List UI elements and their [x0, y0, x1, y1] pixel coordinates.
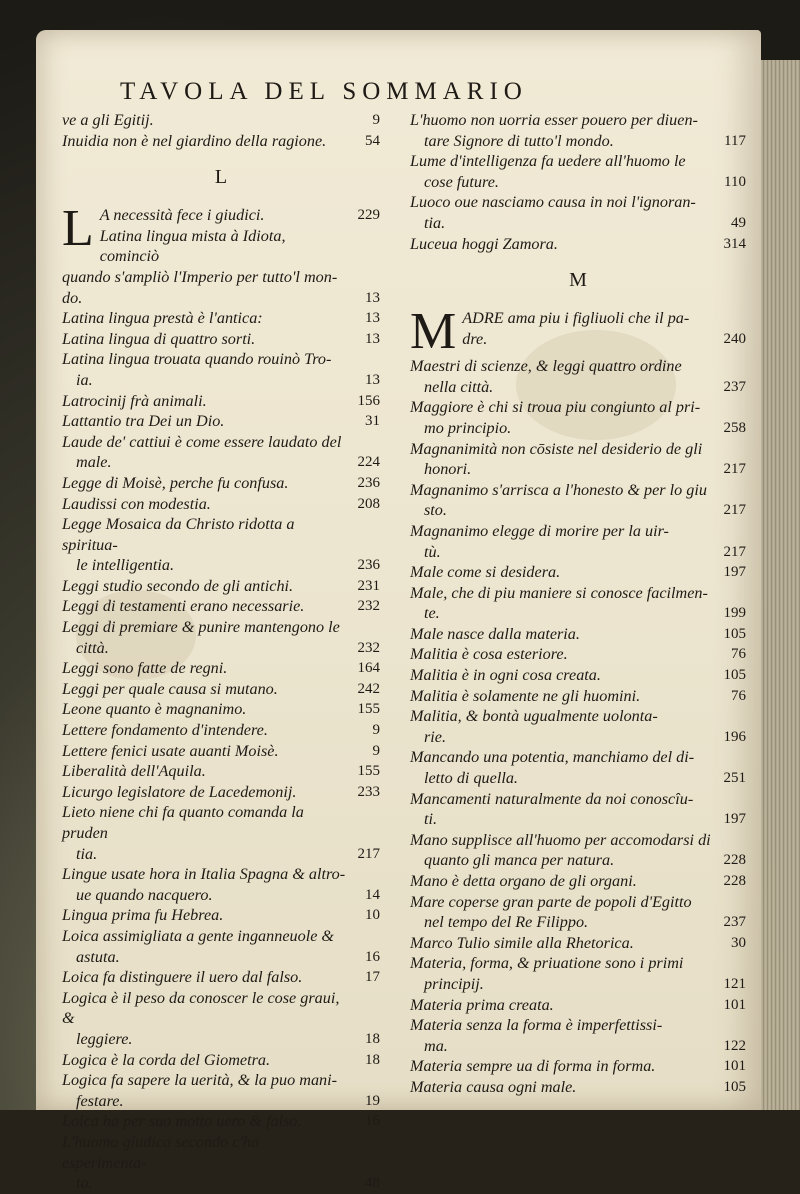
- page-number: 155: [357, 763, 380, 780]
- index-entry: [62, 782, 380, 803]
- page-number: 16: [365, 1113, 380, 1130]
- index-entry: [62, 329, 380, 350]
- entry-text: Legge Mosaica da Christo ridotta a spiritua- le intelligentia.: [62, 514, 346, 576]
- page-number: 196: [723, 728, 746, 745]
- entry-text: Mancando una potentia, manchiamo del di- letto di quella.: [410, 747, 712, 788]
- index-entry: [410, 830, 746, 871]
- page-header: TAVOLA DEL SOMMARIO: [120, 78, 528, 105]
- index-entry: [410, 789, 746, 830]
- entry-text: Loica assimigliata a gente inganneuole & astuta.: [62, 926, 346, 967]
- index-entry: [62, 864, 380, 905]
- page-number: 13: [365, 310, 380, 327]
- page-number: 232: [357, 598, 380, 615]
- entry-continuation: nel tempo del Re Filippo.: [424, 913, 589, 932]
- entry-text: Lingue usate hora in Italia Spagna & altro- ue quando nacquero.: [62, 865, 346, 904]
- entry-continuation: tia.: [76, 844, 98, 863]
- page-number: 240: [723, 330, 746, 347]
- page-number: 199: [723, 605, 746, 622]
- entry-continuation: leggiere.: [76, 1029, 133, 1048]
- page-number: 31: [365, 413, 380, 430]
- dropcap-line: [410, 308, 712, 329]
- index-entry: [410, 1056, 746, 1077]
- dropcap-entry: [62, 200, 380, 308]
- index-entry: [62, 391, 380, 412]
- entry-text: Laude de' cattiui è come essere laudato del male.: [62, 432, 346, 473]
- entry-text: Liberalità dell'Aquila.: [62, 762, 206, 781]
- entry-continuation: mo principio.: [424, 418, 512, 437]
- entry-text: L'huomo non uorria esser pouero per diuen- tare Signore di tutto'l mondo.: [410, 110, 712, 151]
- page-number: 19: [365, 1092, 380, 1109]
- entry-text: Lettere fondamento d'intendere.: [62, 721, 268, 740]
- dropcap-line: [62, 226, 346, 267]
- entry-continuation: rie.: [424, 727, 447, 746]
- page-number: 9: [372, 112, 380, 128]
- entry-text: Malitia è solamente ne gli huomini.: [410, 686, 641, 705]
- index-entry: [410, 480, 746, 521]
- page-number: 18: [365, 1030, 380, 1047]
- page-number: 13: [365, 371, 380, 388]
- entry-text: Lattantio tra Dei un Dio.: [62, 412, 225, 431]
- entry-continuation: te.: [424, 604, 440, 623]
- index-entry: [62, 494, 380, 515]
- page-number: 236: [357, 474, 380, 491]
- dropcap-line: [410, 329, 746, 350]
- page-number: 101: [723, 1058, 746, 1075]
- page-number: 197: [723, 564, 746, 581]
- entry-text: Latina lingua trouata quando rouinò Tro- ia.: [62, 349, 346, 390]
- entry-continuation: quanto gli manca per natura.: [424, 851, 615, 870]
- section-letter: L: [214, 166, 228, 189]
- entry-continuation: ia.: [76, 370, 93, 389]
- page-number: 314: [723, 235, 746, 252]
- entry-text: Latina lingua prestà è l'antica:: [62, 309, 263, 328]
- page-number: 197: [723, 811, 746, 828]
- page-number: 228: [723, 873, 746, 889]
- index-column-left: [62, 110, 380, 1194]
- page-edges: [760, 60, 800, 1110]
- entry-text: Malitia, & bontà ugualmente uolonta- rie.: [410, 706, 712, 747]
- entry-text: Leggi per quale causa si mutano.: [62, 679, 278, 698]
- entry-text: Latrocinij frà animali.: [62, 391, 207, 410]
- index-entry: [410, 892, 746, 933]
- entry-text: Inuidia non è nel giardino della ragione.: [62, 131, 327, 150]
- entry-continuation: tù.: [424, 542, 441, 561]
- entry-text: Leggi sono fatte de regni.: [62, 659, 228, 678]
- page-number: 251: [723, 770, 746, 787]
- entry-text: Logica è il peso da conoscer le cose graui, & leggiere.: [62, 988, 346, 1050]
- index-entry: [62, 761, 380, 782]
- index-entry: [62, 349, 380, 390]
- page-number: 121: [723, 975, 746, 992]
- entry-continuation: male.: [76, 453, 112, 472]
- entry-text: Materia prima creata.: [410, 995, 554, 1014]
- index-column-right: [410, 110, 746, 1098]
- entry-continuation: cose future.: [424, 172, 499, 191]
- page-number: 13: [365, 330, 380, 347]
- page-number: 233: [357, 783, 380, 800]
- page-number: 231: [357, 577, 380, 594]
- index-entry: [410, 995, 746, 1016]
- entry-text: Mancamenti naturalmente da noi conoscîu- ti.: [410, 789, 712, 830]
- index-entry: [410, 747, 746, 788]
- page-number: 228: [723, 852, 746, 869]
- entry-continuation: principij.: [424, 974, 484, 993]
- index-entry: [62, 988, 380, 1050]
- entry-continuation: festare.: [76, 1091, 124, 1110]
- index-entry: [410, 686, 746, 707]
- page-number: 224: [357, 454, 380, 471]
- index-entry: [62, 308, 380, 329]
- index-entry: [62, 741, 380, 762]
- index-entry: [62, 596, 380, 617]
- index-entry: [410, 562, 746, 583]
- entry-text: L'huomo giudica secondo c'ha esperimenta- to.: [62, 1132, 346, 1194]
- index-entry: [410, 644, 746, 665]
- page-number: 49: [731, 214, 746, 231]
- index-entry: [62, 699, 380, 720]
- entry-text: quando s'ampliò l'Imperio per tutto'l mon-: [62, 267, 338, 286]
- page-number: 217: [723, 461, 746, 478]
- index-entry: [62, 432, 380, 473]
- section-letter: M: [569, 269, 587, 292]
- page-number: 14: [365, 886, 380, 903]
- page-number: 208: [357, 495, 380, 512]
- entry-text: Magnanimo s'arrisca a l'honesto & per lo giu sto.: [410, 480, 712, 521]
- page-number: 110: [724, 173, 746, 190]
- entry-text: Logica è la corda del Giometra.: [62, 1050, 271, 1069]
- page-number: 54: [365, 132, 380, 149]
- page-number: 217: [357, 845, 380, 862]
- entry-text: Magnanimo elegge di morire per la uir- tù.: [410, 521, 712, 562]
- index-entry: [410, 624, 746, 645]
- index-entry: [410, 665, 746, 686]
- entry-text: Magnanimità non cōsiste nel desiderio de gli honori.: [410, 439, 712, 480]
- page-number: 258: [723, 419, 746, 436]
- entry-text: Luoco oue nasciamo causa in noi l'ignoran- tia.: [410, 192, 712, 233]
- entry-text: Loica fa distinguere il uero dal falso.: [62, 968, 303, 987]
- entry-text: A necessità fece i giudici.: [99, 206, 265, 225]
- index-entry: [410, 151, 746, 192]
- entry-text: Lingua prima fu Hebrea.: [62, 906, 224, 925]
- page-number: 105: [723, 625, 746, 642]
- dropcap-line: [62, 205, 380, 226]
- entry-text: Malitia è in ogni cosa creata.: [410, 666, 601, 685]
- entry-continuation: letto di quella.: [424, 769, 518, 788]
- entry-text: Leggi di premiare & punire mantengono le città.: [62, 617, 346, 658]
- entry-text: Licurgo legislatore de Lacedemonij.: [62, 782, 297, 801]
- entry-text: Logica fa sapere la uerità, & la puo mani- festare.: [62, 1070, 346, 1111]
- entry-text: Maggiore è chi si troua piu congiunto al pri- mo principio.: [410, 397, 712, 438]
- page-number: 232: [357, 639, 380, 656]
- entry-text: Mare coperse gran parte de popoli d'Egitto nel tempo del Re Filippo.: [410, 892, 712, 933]
- entry-text: Lieto niene chi fa quanto comanda la pruden tia.: [62, 802, 346, 864]
- page-number: 30: [731, 934, 746, 951]
- page-number: 237: [723, 914, 746, 931]
- page-number: 76: [731, 687, 746, 704]
- page-number: 13: [365, 289, 380, 306]
- page-number: 229: [357, 207, 380, 224]
- index-entry: [62, 679, 380, 700]
- index-entry: [62, 131, 380, 152]
- index-entry: [410, 397, 746, 438]
- entry-text: Male, che di piu maniere si conosce facilmen- te.: [410, 583, 712, 624]
- page-number: 156: [357, 392, 380, 409]
- entry-continuation: astuta.: [76, 947, 120, 966]
- entry-text: ADRE ama piu i figliuoli che il pa-: [462, 309, 690, 328]
- index-entry: [62, 926, 380, 967]
- page-number: 76: [731, 646, 746, 663]
- index-entry: [410, 871, 746, 892]
- index-entry: [62, 1111, 380, 1132]
- index-entry: [410, 583, 746, 624]
- entry-text: Leone quanto è magnanimo.: [62, 700, 247, 719]
- page-number: 10: [365, 907, 380, 924]
- page-number: 105: [723, 1078, 746, 1095]
- entry-continuation: to.: [76, 1174, 93, 1193]
- index-entry: [62, 1050, 380, 1071]
- index-entry: [62, 802, 380, 864]
- page-number: 105: [723, 667, 746, 684]
- entry-text: dre.: [462, 329, 488, 348]
- entry-continuation: ue quando nacquero.: [76, 885, 213, 904]
- page-number: 16: [365, 948, 380, 965]
- entry-text: Luceua hoggi Zamora.: [410, 234, 558, 253]
- page-number: 236: [357, 557, 380, 574]
- drop-cap: M: [410, 303, 457, 361]
- page-number: 9: [372, 722, 380, 739]
- entry-continuation: tia.: [424, 213, 446, 232]
- index-entry: [62, 617, 380, 658]
- page-number: 18: [365, 1051, 380, 1068]
- page-number: 155: [357, 701, 380, 718]
- entry-text: Latina lingua mista à Idiota, cominciò: [99, 226, 286, 266]
- index-entry: [410, 933, 746, 954]
- entry-text: Legge di Moisè, perche fu confusa.: [62, 473, 289, 492]
- page-number: 9: [372, 742, 380, 759]
- entry-text: Lume d'intelligenza fa uedere all'huomo le cose future.: [410, 151, 712, 192]
- index-entry: [62, 720, 380, 741]
- index-entry: [410, 192, 746, 233]
- page-number: 217: [723, 502, 746, 519]
- entry-text: Mano è detta organo de gli organi.: [410, 872, 637, 890]
- entry-text: ve a gli Egitij.: [62, 111, 154, 129]
- index-entry: [410, 356, 746, 397]
- index-entry: [62, 1070, 380, 1111]
- index-entry: [62, 411, 380, 432]
- index-entry: [410, 1015, 746, 1056]
- index-entry: [62, 967, 380, 988]
- entry-text: Materia senza la forma è imperfettissi- ma.: [410, 1015, 712, 1056]
- entry-text: Leggi di testamenti erano necessarie.: [62, 597, 305, 616]
- page-number: 237: [723, 378, 746, 395]
- entry-continuation: ti.: [424, 810, 438, 829]
- entry-text: Male nasce dalla materia.: [410, 624, 580, 643]
- dropcap-line: [62, 288, 380, 309]
- index-entry: [410, 234, 746, 255]
- entry-text: Lettere fenici usate auanti Moisè.: [62, 741, 279, 760]
- index-entry: [62, 576, 380, 597]
- index-entry: [410, 953, 746, 994]
- entry-text: Laudissi con modestia.: [62, 494, 211, 513]
- index-entry: [62, 658, 380, 679]
- index-entry: [62, 110, 380, 131]
- index-entry: [62, 1132, 380, 1194]
- entry-text: Maestri di scienze, & leggi quattro ordine nella città.: [410, 356, 712, 397]
- page-number: 17: [365, 969, 380, 986]
- page-number: 122: [723, 1037, 746, 1054]
- page-number: 117: [724, 132, 746, 149]
- index-entry: [410, 110, 746, 151]
- entry-text: Loica ha per suo motto uero & falso.: [62, 1112, 302, 1131]
- entry-text: do.: [62, 288, 83, 307]
- index-entry: [62, 514, 380, 576]
- entry-text: Mano supplisce all'huomo per accomodarsi di quanto gli manca per natura.: [410, 830, 711, 870]
- entry-continuation: honori.: [424, 460, 472, 479]
- entry-text: Marco Tulio simile alla Rhetorica.: [410, 933, 634, 952]
- entry-continuation: ma.: [424, 1036, 448, 1055]
- dropcap-entry: [410, 303, 746, 361]
- page-number: 242: [357, 680, 380, 697]
- index-entry: [410, 521, 746, 562]
- entry-text: Materia, forma, & priuatione sono i primi principij.: [410, 953, 712, 994]
- entry-continuation: città.: [76, 638, 109, 657]
- entry-continuation: nella città.: [424, 377, 494, 396]
- index-entry: [410, 706, 746, 747]
- index-entry: [62, 473, 380, 494]
- entry-text: Male come si desidera.: [410, 563, 561, 582]
- entry-continuation: sto.: [424, 501, 447, 520]
- page-number: 48: [365, 1175, 380, 1192]
- page-number: 101: [723, 996, 746, 1013]
- page-number: 217: [723, 543, 746, 560]
- index-entry: [62, 905, 380, 926]
- entry-text: Latina lingua di quattro sorti.: [62, 329, 256, 348]
- page-number: 164: [357, 660, 380, 677]
- entry-continuation: le intelligentia.: [76, 556, 175, 575]
- drop-cap: L: [62, 200, 94, 258]
- dropcap-line: [62, 267, 346, 288]
- entry-continuation: tare Signore di tutto'l mondo.: [424, 131, 614, 150]
- index-entry: [410, 439, 746, 480]
- index-entry: [410, 1077, 746, 1098]
- entry-text: Materia sempre ua di forma in forma.: [410, 1057, 656, 1076]
- entry-text: Leggi studio secondo de gli antichi.: [62, 576, 294, 595]
- entry-text: Materia causa ogni male.: [410, 1077, 577, 1096]
- entry-text: Malitia è cosa esteriore.: [410, 645, 568, 664]
